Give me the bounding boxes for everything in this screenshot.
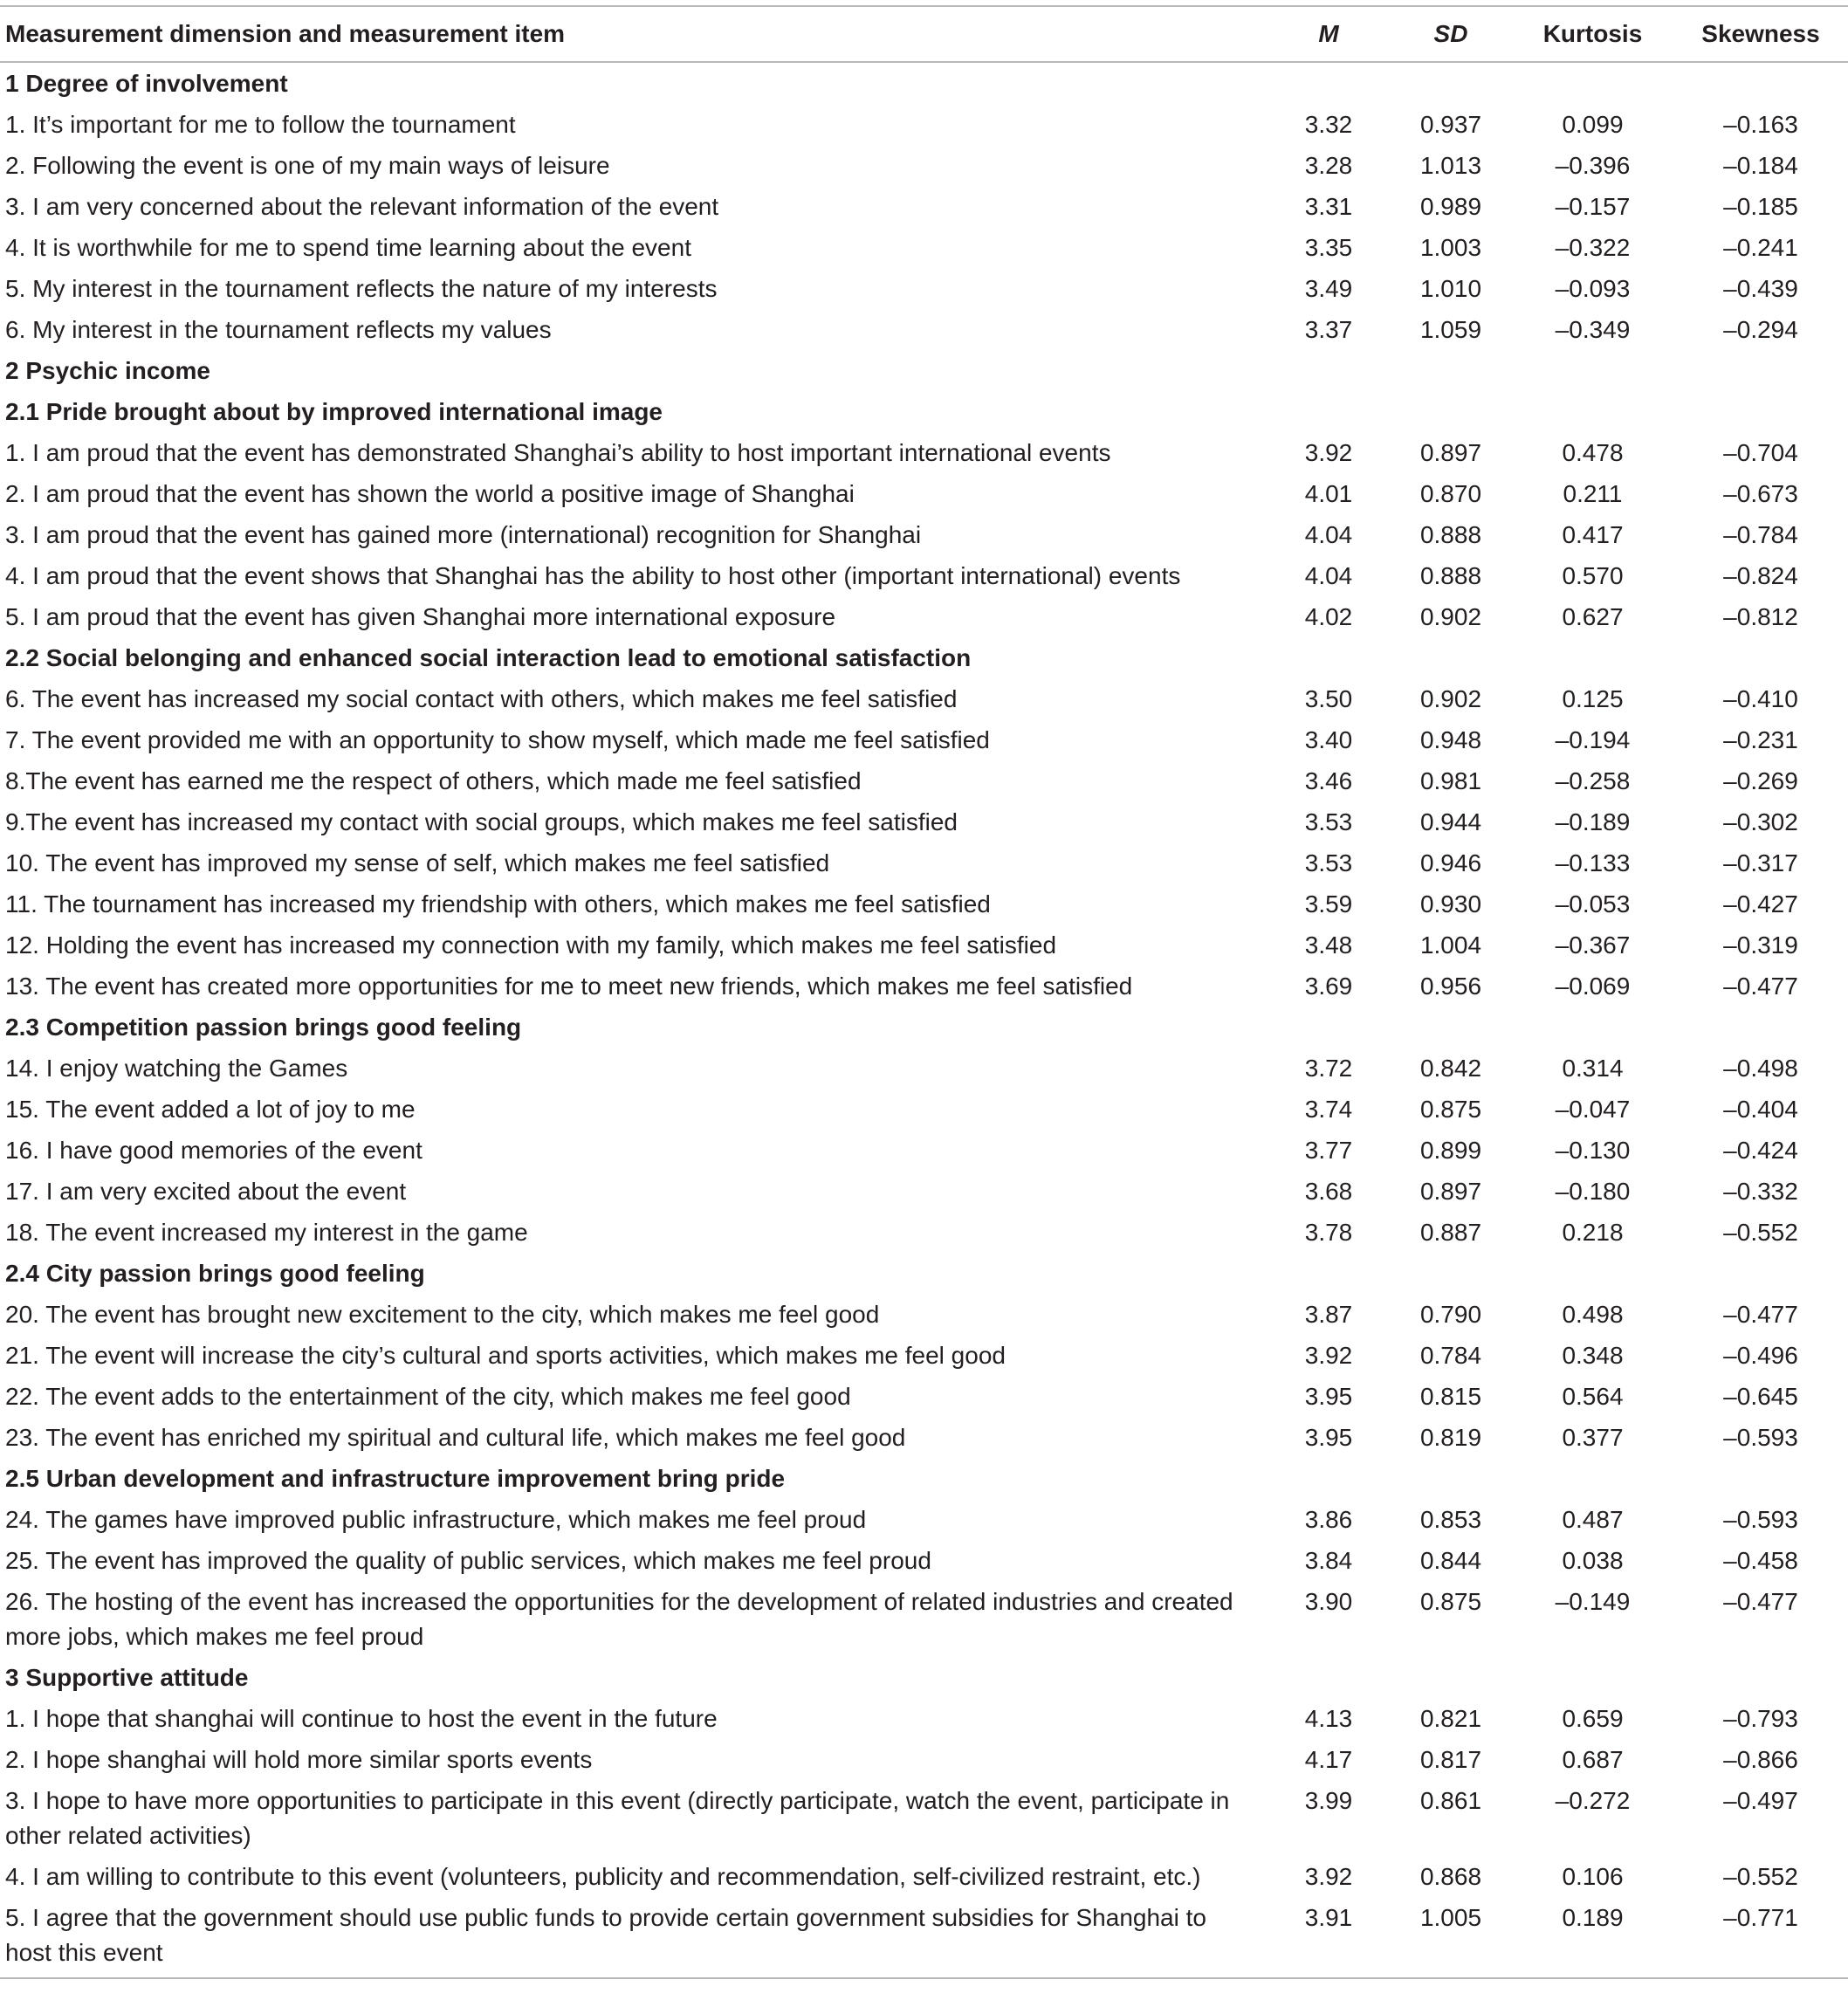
table-row	[0, 268, 1848, 309]
table-row	[0, 596, 1848, 637]
item-label: 11. The tournament has increased my friendship with others, which makes me feel satisfied	[5, 890, 991, 918]
sd-value: 1.003	[1419, 234, 1482, 261]
mean-value: 3.99	[1304, 1787, 1353, 1814]
skewness-value: –0.332	[1723, 1178, 1798, 1205]
section-label: 2.2 Social belonging and enhanced social interaction lead to emotional satisfaction	[5, 643, 972, 671]
mean-value: 3.72	[1304, 1055, 1353, 1082]
kurtosis-value: 0.687	[1562, 1746, 1624, 1773]
table-row	[0, 1499, 1848, 1540]
table-row	[0, 1540, 1848, 1581]
item-label: 12. Holding the event has increased my connection with my family, which makes me feel satisfied	[5, 931, 1057, 959]
mean-value: 3.40	[1304, 726, 1353, 753]
table-row	[0, 1780, 1848, 1856]
sd-value: 1.005	[1390, 1897, 1512, 1978]
mean-value: 3.50	[1304, 685, 1353, 712]
table-row	[0, 1897, 1848, 1978]
table-row	[0, 1130, 1848, 1171]
item-label: 13. The event has created more opportunities for me to meet new friends, which makes me feel satisfied	[5, 973, 1133, 1000]
mean-value: 4.02	[1304, 603, 1353, 630]
sd-value: 0.956	[1419, 973, 1482, 1000]
item-label: 22. The event adds to the entertainment of the city, which makes me feel good	[5, 1383, 851, 1410]
section-label: 2.4 City passion brings good feeling	[5, 1259, 425, 1287]
section-row	[0, 1657, 1848, 1698]
skewness-value: –0.319	[1723, 931, 1798, 959]
kurtosis-value: 0.348	[1562, 1342, 1624, 1369]
kurtosis-value: –0.189	[1555, 808, 1631, 835]
section-row	[0, 350, 1848, 391]
sd-value: 0.821	[1419, 1705, 1482, 1732]
mean-value: 3.78	[1304, 1219, 1353, 1246]
item-label: 24. The games have improved public infrastructure, which makes me feel proud	[5, 1506, 867, 1533]
kurtosis-value: 0.218	[1562, 1219, 1624, 1246]
sd-value: 1.059	[1419, 316, 1482, 343]
kurtosis-value: –0.180	[1555, 1178, 1631, 1205]
section-row	[0, 1007, 1848, 1048]
section-label: 2 Psychic income	[5, 356, 211, 384]
sd-value: 0.790	[1419, 1301, 1482, 1328]
mean-value: 3.28	[1304, 152, 1353, 179]
sd-value: 0.842	[1419, 1055, 1482, 1082]
sd-value: 0.853	[1419, 1506, 1482, 1533]
skewness-value: –0.812	[1723, 603, 1798, 630]
skewness-value: –0.784	[1723, 521, 1798, 548]
sd-value: 0.819	[1419, 1424, 1482, 1451]
table-row	[0, 473, 1848, 514]
mean-value: 4.01	[1304, 480, 1353, 507]
item-label: 15. The event added a lot of joy to me	[5, 1096, 416, 1123]
kurtosis-value: 0.564	[1562, 1383, 1624, 1410]
skewness-value: –0.477	[1723, 1588, 1798, 1615]
skewness-value: –0.163	[1723, 111, 1798, 138]
skewness-value: –0.410	[1723, 685, 1798, 712]
skewness-value: –0.866	[1723, 1746, 1798, 1773]
kurtosis-value: –0.130	[1555, 1137, 1631, 1164]
kurtosis-value: –0.322	[1555, 234, 1631, 261]
table-row	[0, 719, 1848, 760]
table-row	[0, 760, 1848, 801]
sd-value: 0.861	[1419, 1787, 1482, 1814]
mean-value: 3.53	[1304, 808, 1353, 835]
header-kurtosis: Kurtosis	[1512, 6, 1673, 62]
mean-value: 3.86	[1304, 1506, 1353, 1533]
skewness-value: –0.302	[1723, 808, 1798, 835]
item-label: 3. I am proud that the event has gained more (international) recognition for Shanghai	[5, 521, 922, 548]
mean-value: 3.84	[1304, 1547, 1353, 1574]
table-row	[0, 514, 1848, 555]
skewness-value: –0.552	[1723, 1863, 1798, 1890]
skewness-value: –0.771	[1673, 1897, 1848, 1978]
kurtosis-value: –0.047	[1555, 1096, 1631, 1123]
sd-value: 0.897	[1419, 439, 1482, 466]
item-label: 8.The event has earned me the respect of others, which made me feel satisfied	[5, 767, 862, 794]
mean-value: 3.59	[1304, 890, 1353, 918]
sd-value: 0.902	[1419, 603, 1482, 630]
sd-value: 0.870	[1419, 480, 1482, 507]
section-label: 3 Supportive attitude	[5, 1663, 249, 1691]
skewness-value: –0.793	[1723, 1705, 1798, 1732]
header-row	[0, 6, 1848, 62]
sd-value: 0.888	[1419, 521, 1482, 548]
mean-value: 3.69	[1304, 973, 1353, 1000]
sd-value: 0.981	[1419, 767, 1482, 794]
kurtosis-value: 0.377	[1562, 1424, 1624, 1451]
kurtosis-value: –0.149	[1555, 1588, 1631, 1615]
table-row	[0, 555, 1848, 596]
sd-value: 1.013	[1419, 152, 1482, 179]
kurtosis-value: 0.478	[1562, 439, 1624, 466]
sd-value: 0.784	[1419, 1342, 1482, 1369]
skewness-value: –0.704	[1723, 439, 1798, 466]
skewness-value: –0.477	[1723, 973, 1798, 1000]
mean-value: 3.92	[1304, 1863, 1353, 1890]
table-row	[0, 1417, 1848, 1458]
mean-value: 4.13	[1304, 1705, 1353, 1732]
mean-value: 3.37	[1304, 316, 1353, 343]
mean-value: 3.53	[1304, 849, 1353, 876]
kurtosis-value: –0.272	[1555, 1787, 1631, 1814]
item-label: 21. The event will increase the city’s cultural and sports activities, which makes me feel good	[5, 1342, 1006, 1369]
skewness-value: –0.824	[1723, 562, 1798, 589]
item-label: 6. The event has increased my social contact with others, which makes me feel satisfied	[5, 685, 958, 712]
item-label: 18. The event increased my interest in the game	[5, 1219, 528, 1246]
kurtosis-value: –0.194	[1555, 726, 1631, 753]
section-row	[0, 62, 1848, 104]
header-sd: SD	[1390, 6, 1512, 62]
skewness-value: –0.404	[1723, 1096, 1798, 1123]
table-row	[0, 1048, 1848, 1089]
table-row	[0, 1212, 1848, 1253]
table-body	[0, 62, 1848, 1978]
kurtosis-value: –0.093	[1555, 275, 1631, 302]
sd-value: 0.815	[1419, 1383, 1482, 1410]
sd-value: 0.875	[1419, 1588, 1482, 1615]
item-label: 3. I hope to have more opportunities to participate in this event (directly participate, watch the event, participate in other related activities)	[5, 1787, 1230, 1849]
table-row	[0, 1294, 1848, 1335]
mean-value: 3.35	[1304, 234, 1353, 261]
mean-value: 3.46	[1304, 767, 1353, 794]
item-label: 5. My interest in the tournament reflects the nature of my interests	[5, 275, 718, 302]
item-label: 2. I hope shanghai will hold more similar sports events	[5, 1746, 593, 1773]
kurtosis-value: 0.099	[1562, 111, 1624, 138]
section-label: 2.5 Urban development and infrastructure improvement bring pride	[5, 1464, 786, 1492]
sd-value: 0.899	[1419, 1137, 1482, 1164]
kurtosis-value: 0.487	[1562, 1506, 1624, 1533]
table-row	[0, 227, 1848, 268]
table-header	[0, 6, 1848, 62]
mean-value: 3.92	[1304, 439, 1353, 466]
sd-value: 0.948	[1419, 726, 1482, 753]
section-label: 2.3 Competition passion brings good feeling	[5, 1013, 522, 1041]
kurtosis-value: 0.498	[1562, 1301, 1624, 1328]
table-row	[0, 432, 1848, 473]
kurtosis-value: –0.349	[1555, 316, 1631, 343]
skewness-value: –0.439	[1723, 275, 1798, 302]
skewness-value: –0.673	[1723, 480, 1798, 507]
kurtosis-value: –0.133	[1555, 849, 1631, 876]
kurtosis-value: –0.367	[1555, 931, 1631, 959]
skewness-value: –0.231	[1723, 726, 1798, 753]
kurtosis-value: 0.189	[1512, 1897, 1673, 1978]
table-row	[0, 842, 1848, 883]
table-row	[0, 1856, 1848, 1897]
header-m: M	[1267, 6, 1390, 62]
section-label: 1 Degree of involvement	[5, 69, 288, 97]
table-row	[0, 1171, 1848, 1212]
skewness-value: –0.645	[1723, 1383, 1798, 1410]
table-row	[0, 1581, 1848, 1657]
skewness-value: –0.458	[1723, 1547, 1798, 1574]
item-label: 1. I hope that shanghai will continue to host the event in the future	[5, 1705, 718, 1732]
skewness-value: –0.294	[1723, 316, 1798, 343]
skewness-value: –0.184	[1723, 152, 1798, 179]
kurtosis-value: 0.125	[1562, 685, 1624, 712]
kurtosis-value: 0.570	[1562, 562, 1624, 589]
table-row	[0, 1739, 1848, 1780]
item-label: 6. My interest in the tournament reflects my values	[5, 316, 552, 343]
data-table-container	[0, 5, 1848, 1979]
section-row	[0, 391, 1848, 432]
item-label: 2. Following the event is one of my main ways of leisure	[5, 152, 610, 179]
sd-value: 0.930	[1419, 890, 1482, 918]
skewness-value: –0.269	[1723, 767, 1798, 794]
mean-value: 3.95	[1304, 1383, 1353, 1410]
mean-value: 4.17	[1304, 1746, 1353, 1773]
item-label: 16. I have good memories of the event	[5, 1137, 422, 1164]
skewness-value: –0.477	[1723, 1301, 1798, 1328]
item-label: 14. I enjoy watching the Games	[5, 1055, 348, 1082]
table-row	[0, 1698, 1848, 1739]
sd-value: 0.888	[1419, 562, 1482, 589]
kurtosis-value: 0.038	[1562, 1547, 1624, 1574]
skewness-value: –0.497	[1723, 1787, 1798, 1814]
skewness-value: –0.424	[1723, 1137, 1798, 1164]
item-label: 7. The event provided me with an opportunity to show myself, which made me feel satisfied	[5, 726, 990, 753]
item-label: 23. The event has enriched my spiritual and cultural life, which makes me feel good	[5, 1424, 906, 1451]
kurtosis-value: 0.417	[1562, 521, 1624, 548]
sd-value: 1.004	[1419, 931, 1482, 959]
kurtosis-value: 0.627	[1562, 603, 1624, 630]
skewness-value: –0.496	[1723, 1342, 1798, 1369]
sd-value: 0.937	[1419, 111, 1482, 138]
item-label: 26. The hosting of the event has increased the opportunities for the development of related industries and created more jobs, which makes me feel proud	[5, 1588, 1233, 1650]
mean-value: 3.49	[1304, 275, 1353, 302]
mean-value: 4.04	[1304, 521, 1353, 548]
kurtosis-value: 0.106	[1562, 1863, 1624, 1890]
item-label: 9.The event has increased my contact with social groups, which makes me feel satisfied	[5, 808, 958, 835]
sd-value: 0.844	[1419, 1547, 1482, 1574]
item-label: 2. I am proud that the event has shown the world a positive image of Shanghai	[5, 480, 855, 507]
kurtosis-value: –0.157	[1555, 193, 1631, 220]
table-row	[0, 186, 1848, 227]
item-label: 10. The event has improved my sense of self, which makes me feel satisfied	[5, 849, 830, 876]
kurtosis-value: 0.659	[1562, 1705, 1624, 1732]
kurtosis-value: 0.211	[1563, 480, 1623, 507]
table-row	[0, 145, 1848, 186]
kurtosis-value: –0.396	[1555, 152, 1631, 179]
section-row	[0, 637, 1848, 678]
skewness-value: –0.185	[1723, 193, 1798, 220]
skewness-value: –0.241	[1723, 234, 1798, 261]
mean-value: 3.77	[1304, 1137, 1353, 1164]
sd-value: 0.897	[1419, 1178, 1482, 1205]
mean-value: 3.91	[1267, 1897, 1390, 1978]
item-label: 4. It is worthwhile for me to spend time learning about the event	[5, 234, 691, 261]
mean-value: 4.04	[1304, 562, 1353, 589]
sd-value: 0.868	[1419, 1863, 1482, 1890]
item-label: 5. I agree that the government should use public funds to provide certain government subsidies for Shanghai to host this event	[0, 1897, 1267, 1978]
measurement-table	[0, 5, 1848, 1979]
sd-value: 0.944	[1419, 808, 1482, 835]
table-row	[0, 1335, 1848, 1376]
skewness-value: –0.593	[1723, 1424, 1798, 1451]
kurtosis-value: –0.069	[1555, 973, 1631, 1000]
table-row	[0, 883, 1848, 925]
sd-value: 0.875	[1419, 1096, 1482, 1123]
skewness-value: –0.498	[1723, 1055, 1798, 1082]
sd-value: 0.946	[1419, 849, 1482, 876]
table-row	[0, 678, 1848, 719]
header-item: Measurement dimension and measurement item	[0, 6, 1267, 62]
kurtosis-value: –0.053	[1555, 890, 1631, 918]
item-label: 25. The event has improved the quality of public services, which makes me feel proud	[5, 1547, 931, 1574]
item-label: 4. I am proud that the event shows that Shanghai has the ability to host other (important international) events	[5, 562, 1181, 589]
table-row	[0, 966, 1848, 1007]
skewness-value: –0.427	[1723, 890, 1798, 918]
section-row	[0, 1458, 1848, 1499]
mean-value: 3.31	[1304, 193, 1353, 220]
sd-value: 0.989	[1419, 193, 1482, 220]
mean-value: 3.90	[1304, 1588, 1353, 1615]
table-row	[0, 104, 1848, 145]
mean-value: 3.68	[1304, 1178, 1353, 1205]
mean-value: 3.95	[1304, 1424, 1353, 1451]
table-row	[0, 801, 1848, 842]
mean-value: 3.32	[1304, 111, 1353, 138]
kurtosis-value: –0.258	[1555, 767, 1631, 794]
table-row	[0, 1089, 1848, 1130]
kurtosis-value: 0.314	[1562, 1055, 1624, 1082]
mean-value: 3.87	[1304, 1301, 1353, 1328]
skewness-value: –0.593	[1723, 1506, 1798, 1533]
skewness-value: –0.317	[1723, 849, 1798, 876]
header-skewness: Skewness	[1673, 6, 1848, 62]
item-label: 4. I am willing to contribute to this event (volunteers, publicity and recommendation, self-civilized restraint, etc.)	[5, 1863, 1201, 1890]
item-label: 5. I am proud that the event has given Shanghai more international exposure	[5, 603, 836, 630]
item-label: 3. I am very concerned about the relevant information of the event	[5, 193, 719, 220]
mean-value: 3.74	[1304, 1096, 1353, 1123]
sd-value: 0.902	[1419, 685, 1482, 712]
section-row	[0, 1253, 1848, 1294]
mean-value: 3.48	[1304, 931, 1353, 959]
item-label: 1. I am proud that the event has demonstrated Shanghai’s ability to host important international events	[5, 439, 1111, 466]
section-label: 2.1 Pride brought about by improved international image	[5, 397, 663, 425]
item-label: 20. The event has brought new excitement to the city, which makes me feel good	[5, 1301, 880, 1328]
skewness-value: –0.552	[1723, 1219, 1798, 1246]
sd-value: 1.010	[1419, 275, 1482, 302]
table-row	[0, 309, 1848, 350]
item-label: 17. I am very excited about the event	[5, 1178, 407, 1205]
mean-value: 3.92	[1304, 1342, 1353, 1369]
table-row	[0, 925, 1848, 966]
table-row	[0, 1376, 1848, 1417]
sd-value: 0.887	[1419, 1219, 1482, 1246]
sd-value: 0.817	[1419, 1746, 1482, 1773]
item-label: 1. It’s important for me to follow the tournament	[5, 111, 516, 138]
